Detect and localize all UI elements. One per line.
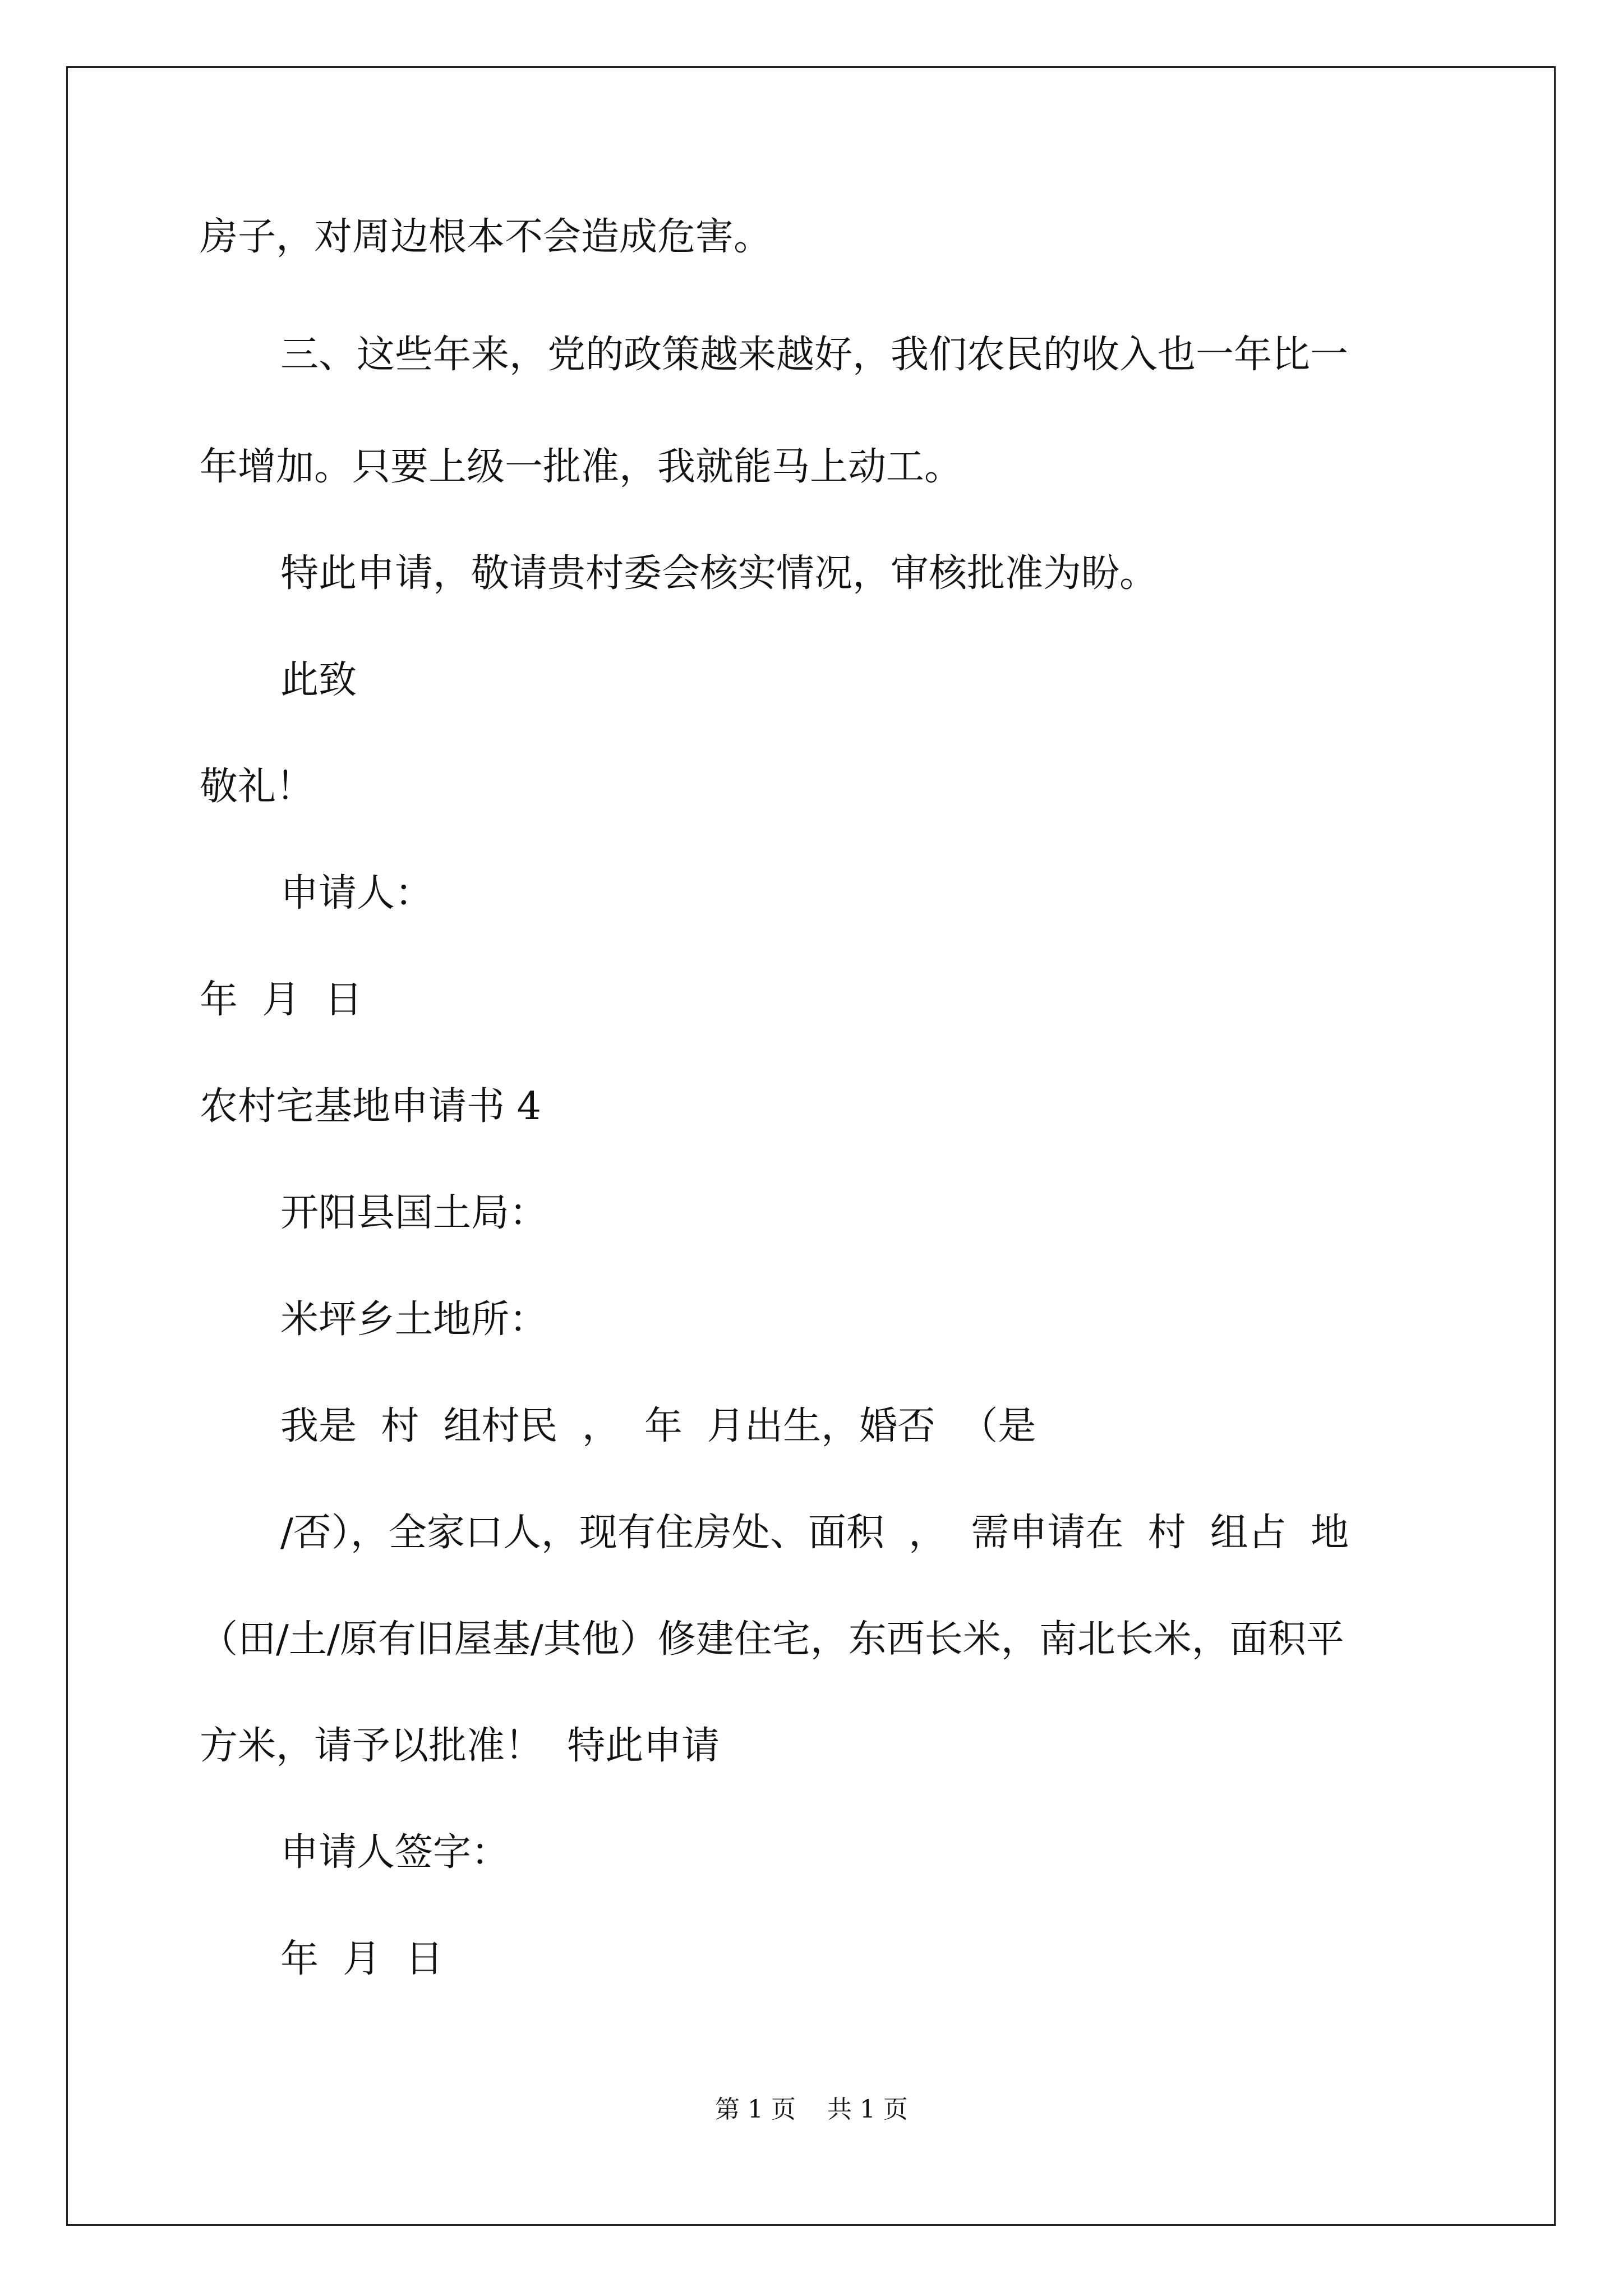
closing-salutation: 此致 bbox=[280, 658, 357, 702]
date-line: 年 月 日 bbox=[280, 1937, 444, 1981]
signature-label: 申请人签字： bbox=[280, 1830, 510, 1875]
recipient-line: 开阳县国土局： bbox=[280, 1191, 548, 1235]
applicant-label: 申请人： bbox=[280, 871, 434, 915]
page-footer: 第 1 页 共 1 页 bbox=[715, 2095, 908, 2124]
closing-regards: 敬礼！ bbox=[200, 765, 315, 809]
page-border bbox=[66, 66, 1556, 2226]
text-line: （田/土/原有旧屋基/其他）修建住宅，东西长米，南北长米，面积平 bbox=[200, 1617, 1344, 1662]
text-line: 年增加。只要上级一批准，我就能马上动工。 bbox=[200, 445, 963, 489]
text-line: /否），全家口人，现有住房处、面积 ， 需申请在 村 组占 地 bbox=[280, 1511, 1349, 1555]
text-line: 房子，对周边根本不会造成危害。 bbox=[200, 215, 772, 259]
text-line: 三、这些年来，党的政策越来越好，我们农民的收入也一年比一 bbox=[280, 333, 1349, 377]
section-title: 农村宅基地申请书 4 bbox=[200, 1084, 541, 1129]
text-line: 我是 村 组村民 ， 年 月出生，婚否 （是 bbox=[280, 1404, 1036, 1448]
recipient-line: 米坪乡土地所： bbox=[280, 1297, 548, 1342]
text-line: 特此申请，敬请贵村委会核实情况，审核批准为盼。 bbox=[280, 551, 1158, 596]
text-line: 方米，请予以批准！ 特此申请 bbox=[200, 1724, 720, 1768]
date-line: 年 月 日 bbox=[200, 978, 363, 1022]
